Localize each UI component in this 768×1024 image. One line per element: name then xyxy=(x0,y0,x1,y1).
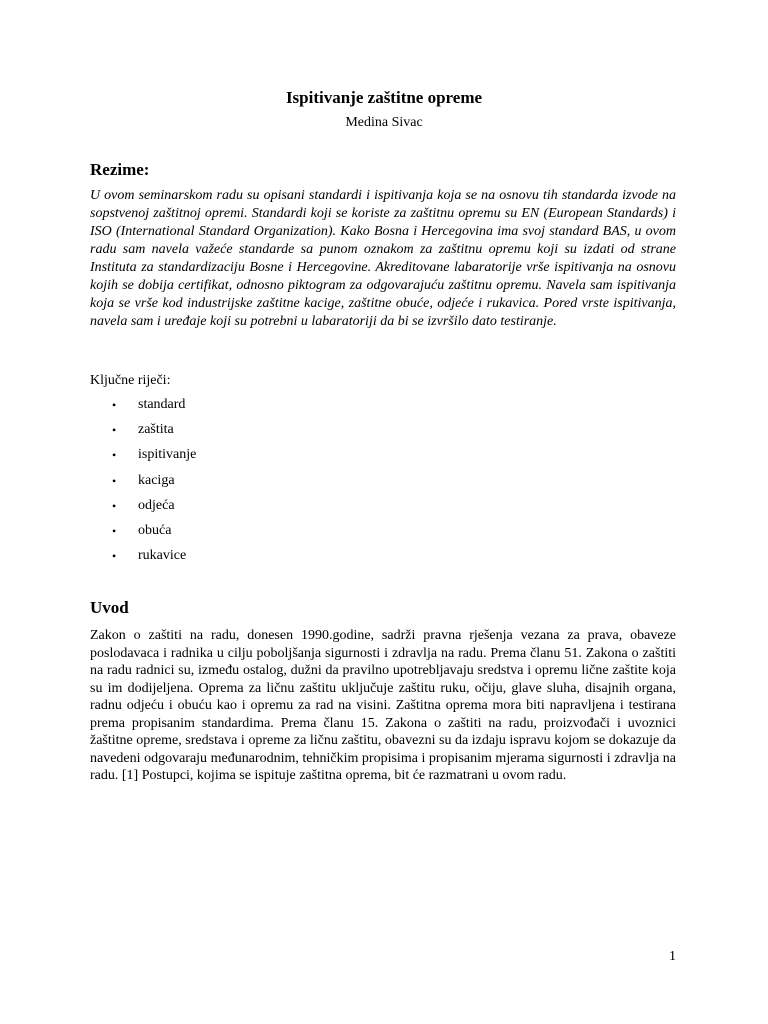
keyword-text: ispitivanje xyxy=(138,447,197,463)
intro-text: Zakon o zaštiti na radu, donesen 1990.godine, sadrži pravna rješenja vezana za prava, obaveze poslodavaca i radnika u cilju poboljšanja sigurnosti i zdravlja na radu. Prema članu 51. Zakona o zaštiti na radu radnici su, između ostalog, dužni da pravilno upotrebljavaju sredstva i opremu lične zaštite koja su im dodijeljena. Oprema za ličnu zaštitu uključuje zaštitu ruku, očiju, glave sluha, disajnih organa, radnu odjeću i obuću kao i opremu za rad na visini. Zaštitna oprema mora biti napravljena i testirana prema propisanim standardima. Prema članu 15. Zakona o zaštiti na radu, proizvođači i uvoznici žaštitne opreme, sredstava i opreme za ličnu zaštitu, obavezni su da izdaju ispravu kojom se dokazuje da navedeni odgovaraju međunarodnim, tehničkim propisima i propisanim mjerama sigurnosti i zdravlja na radu. [1] Postupci, kojima se ispituje zaštitna oprema, bit će razmatrani u ovom radu. xyxy=(90,628,676,783)
abstract-text: U ovom seminarskom radu su opisani standardi i ispitivanja koja se na osnovu tih standarda izvode na sopstvenoj zaštitnoj opremi. Standardi koji se koriste za zaštitnu opremu su EN (European Standards) i ISO (International Standard Organization). Kako Bosna i Hercegovina ima svoj standard BAS, u ovom radu sam navela važeće standarde sa punom oznakom za zaštitnu opremu koji su izdati od strane Instituta za standardizaciju Bosne i Hercegovine. Akreditovane labaratorije vrše ispitivanja na osnovu kojih se dobija certifikat, odnosno piktogram za odgovarajuću zaštitnu opremu. Navela sam ispitivanja koja se vrše kod industrijske zaštitne kacige, zaštitne obuće, odjeće i rukavica. Pored vrste ispitivanja, navela sam i uređaje koji su potrebni u labaratoriji da bi se izvršilo dato testiranje. xyxy=(90,188,676,329)
bullet-icon: • xyxy=(112,549,117,564)
keywords-list xyxy=(90,396,196,572)
bullet-icon: • xyxy=(112,498,117,513)
bullet-icon: • xyxy=(112,448,117,463)
page-number: 1 xyxy=(669,949,676,964)
keyword-item xyxy=(90,547,196,572)
keyword-item xyxy=(90,472,196,497)
keyword-text: rukavice xyxy=(138,548,187,564)
keyword-item xyxy=(90,497,196,522)
bullet-icon: • xyxy=(112,473,117,488)
abstract-heading: Rezime: xyxy=(90,160,150,179)
intro-heading: Uvod xyxy=(90,598,129,617)
keyword-item xyxy=(90,396,196,421)
keywords-label: Ključne riječi: xyxy=(90,373,171,388)
paper-title: Ispitivanje zaštitne opreme xyxy=(285,88,483,107)
keyword-text: odjeća xyxy=(138,497,175,513)
keyword-text: zaštita xyxy=(138,422,174,438)
keyword-text: standard xyxy=(138,397,186,412)
bullet-icon: • xyxy=(112,523,117,538)
keyword-item xyxy=(90,421,196,446)
bullet-icon: • xyxy=(112,423,117,438)
keyword-text: kaciga xyxy=(138,472,175,488)
keyword-text: obuća xyxy=(138,522,172,538)
keyword-item xyxy=(90,446,196,471)
keyword-item xyxy=(90,522,196,547)
bullet-icon: • xyxy=(112,398,117,412)
author-name: Medina Sivac xyxy=(345,115,423,130)
